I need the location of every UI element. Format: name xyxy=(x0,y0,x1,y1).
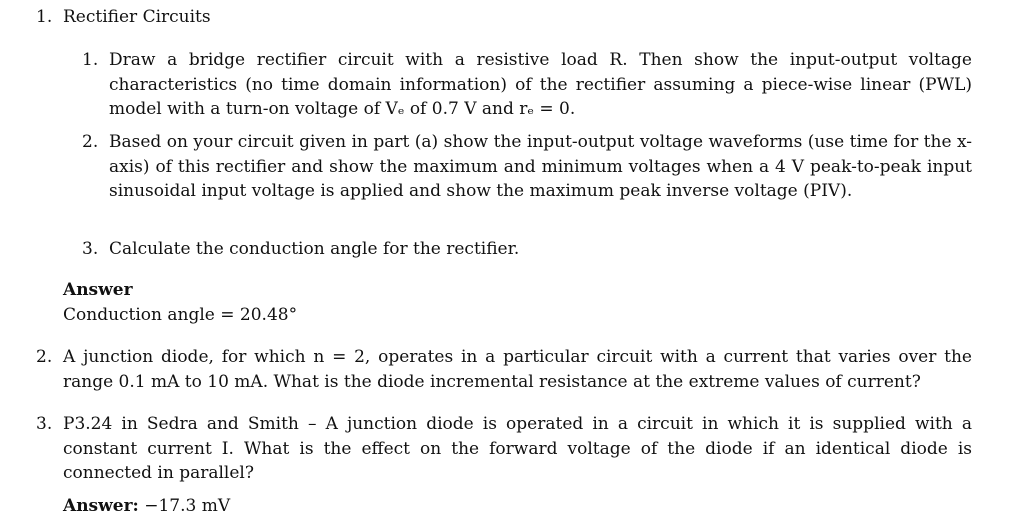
part-1-1-text: Draw a bridge rectifier circuit with a resistive load R. Then show the input-output voltage characteristics (no time domain information) of the rectifier assuming a piece-wise linear (PWL) model with a turn-on voltage of Vₑ of 0.7 V and rₑ = 0. xyxy=(109,50,972,119)
part-1-2-number: 2. xyxy=(82,132,99,152)
answer-heading: Answer xyxy=(63,280,133,300)
problem-1-number: 1. xyxy=(36,7,53,27)
problem-3-answer-label: Answer: xyxy=(63,496,139,516)
problem-3-answer xyxy=(63,494,230,519)
problem-3-text: P3.24 in Sedra and Smith – A junction diode is operated in a circuit in which it is supplied with a constant current I. What is the effect on the forward voltage of the diode if an identical diode is connected in parallel? xyxy=(63,414,972,483)
problem-2-number: 2. xyxy=(36,347,53,367)
problem-1-title: Rectifier Circuits xyxy=(63,7,211,27)
part-1-2-text: Based on your circuit given in part (a) show the input-output voltage waveforms (use time for the x-axis) of this rectifier and show the maximum and minimum voltages when a 4 V peak-to-peak input sinusoidal input voltage is applied and show the maximum peak inverse voltage (PIV). xyxy=(109,132,972,201)
problem-2-text: A junction diode, for which n = 2, operates in a particular circuit with a current that varies over the range 0.1 mA to 10 mA. What is the diode incremental resistance at the extreme values of current? xyxy=(63,347,972,392)
part-1-3-text: Calculate the conduction angle for the rectifier. xyxy=(109,239,520,259)
problem-3-number: 3. xyxy=(36,414,53,434)
part-1-1-number: 1. xyxy=(82,50,99,70)
part-1-3-number: 3. xyxy=(82,239,99,259)
problem-3-answer-value: −17.3 mV xyxy=(144,496,231,516)
answer-text: Conduction angle = 20.48° xyxy=(63,305,298,325)
